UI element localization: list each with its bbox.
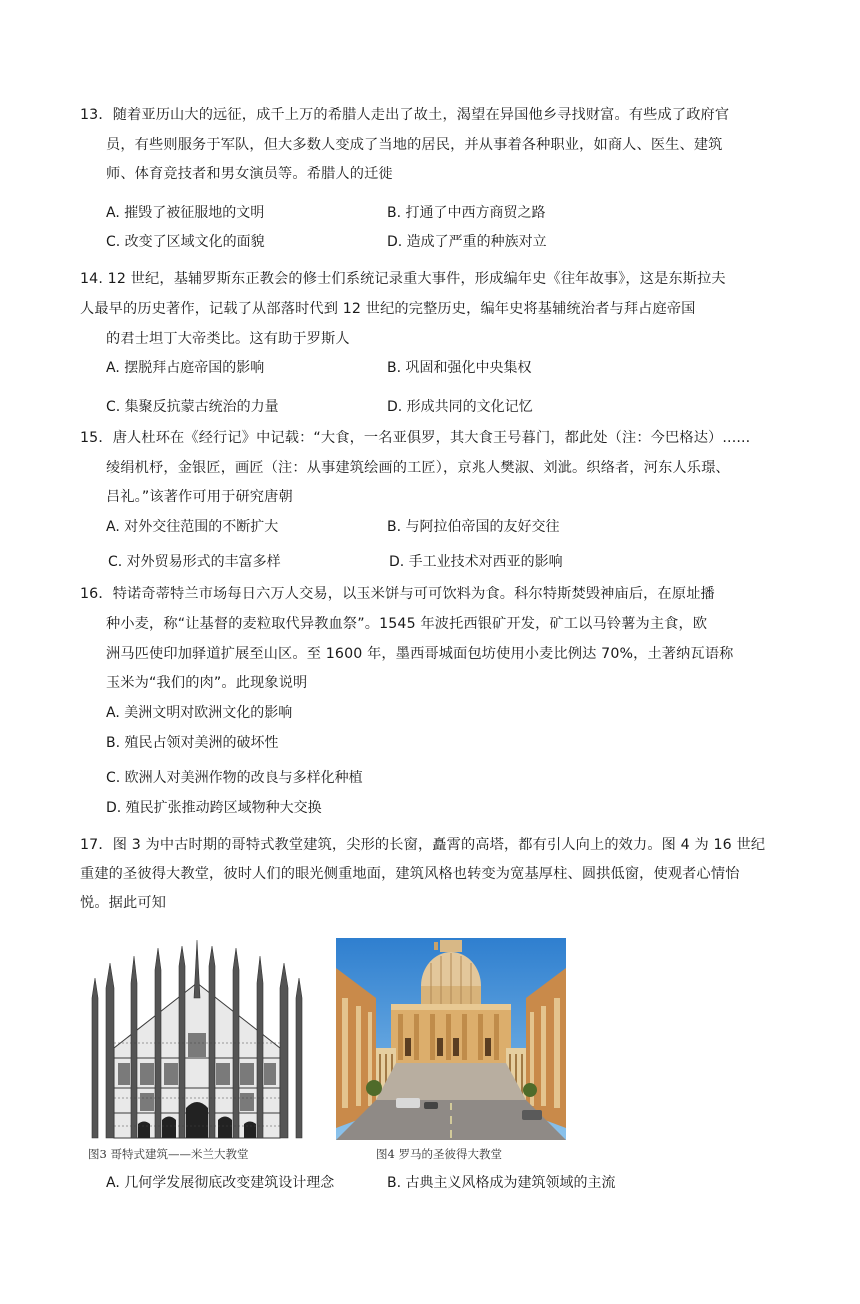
q14-line-3: 的君士坦丁大帝类比。这有助于罗斯人 [106, 331, 350, 347]
q17-option-b: B. 古典主义风格成为建筑领域的主流 [387, 1175, 616, 1191]
q14-line-2: 人最早的历史著作，记载了从部落时代到 12 世纪的完整历史，编年史将基辅统治者与拜占庭帝国 [80, 301, 696, 317]
figure4-caption: 图4 罗马的圣彼得大教堂 [376, 1147, 502, 1161]
q15-line-1: 15．唐人杜环在《经行记》中记载：“大食，一名亚俱罗，其大食王号暮门，都此处（注：今巴格达）...... [80, 430, 751, 446]
q15-option-b: B. 与阿拉伯帝国的友好交往 [387, 519, 560, 535]
q13-option-d: D. 造成了严重的种族对立 [387, 234, 547, 250]
st-peters-basilica-image [336, 938, 566, 1140]
q17-line-2: 重建的圣彼得大教堂，彼时人们的眼光侧重地面，建筑风格也转变为宽基厚柱、圆拱低窗，使观者心情怡 [80, 866, 740, 882]
q14-option-d: D. 形成共同的文化记忆 [387, 399, 533, 415]
q13-line-1: 13．随着亚历山大的远征，成千上万的希腊人走出了故土，渴望在异国他乡寻找财富。有些成了政府官 [80, 107, 730, 123]
q16-option-b: B. 殖民占领对美洲的破坏性 [106, 735, 279, 751]
q16-option-c: C. 欧洲人对美洲作物的改良与多样化种植 [106, 770, 363, 786]
q16-line-1: 16．特诺奇蒂特兰市场每日六万人交易，以玉米饼与可可饮料为食。科尔特斯焚毁神庙后，在原址播 [80, 586, 715, 602]
q13-option-c: C. 改变了区域文化的面貌 [106, 234, 265, 250]
q16-option-d: D. 殖民扩张推动跨区域物种大交换 [106, 800, 322, 816]
q13-option-b: B. 打通了中西方商贸之路 [387, 205, 546, 221]
q13-line-2: 员，有些则服务于军队，但大多数人变成了当地的居民，并从事着各种职业，如商人、医生、建筑 [106, 137, 723, 153]
q15-line-2: 绫绢机杼，金银匠，画匠（注：从事建筑绘画的工匠），京兆人樊淑、刘泚。织络者，河东人乐璟、 [106, 460, 730, 476]
q17-line-3: 悦。据此可知 [80, 895, 167, 911]
q17-option-a: A. 几何学发展彻底改变建筑设计理念 [106, 1175, 335, 1191]
q16-line-3: 洲马匹使印加驿道扩展至山区。至 1600 年，墨西哥城面包坊使用小麦比例达 70%，土著纳瓦语称 [106, 646, 734, 662]
q17-line-1: 17．图 3 为中古时期的哥特式教堂建筑，尖形的长窗，矗霄的高塔，都有引人向上的效力。图 4 为 16 世纪 [80, 837, 766, 853]
q15-option-a: A. 对外交往范围的不断扩大 [106, 519, 279, 535]
q14-option-c: C. 集聚反抗蒙古统治的力量 [106, 399, 279, 415]
q16-line-4: 玉米为“我们的肉”。此现象说明 [106, 675, 308, 691]
q16-option-a: A. 美洲文明对欧洲文化的影响 [106, 705, 293, 721]
milan-cathedral-image [86, 938, 308, 1140]
q14-line-1: 14. 12 世纪，基辅罗斯东正教会的修士们系统记录重大事件，形成编年史《往年故事》，这是东斯拉夫 [80, 271, 726, 287]
q15-option-d: D. 手工业技术对西亚的影响 [389, 554, 563, 570]
q14-option-b: B. 巩固和强化中央集权 [387, 360, 532, 376]
q15-option-c: C. 对外贸易形式的丰富多样 [108, 554, 281, 570]
q15-line-3: 吕礼。”该著作可用于研究唐朝 [106, 489, 293, 505]
q13-option-a: A. 摧毁了被征服地的文明 [106, 205, 265, 221]
figure3-caption: 图3 哥特式建筑——米兰大教堂 [88, 1147, 249, 1161]
q13-line-3: 师、体育竞技者和男女演员等。希腊人的迁徙 [106, 166, 393, 182]
q14-option-a: A. 摆脱拜占庭帝国的影响 [106, 360, 265, 376]
q16-line-2: 种小麦，称“让基督的麦粒取代异教血祭”。1545 年波托西银矿开发，矿工以马铃薯为主食，欧 [106, 616, 708, 632]
